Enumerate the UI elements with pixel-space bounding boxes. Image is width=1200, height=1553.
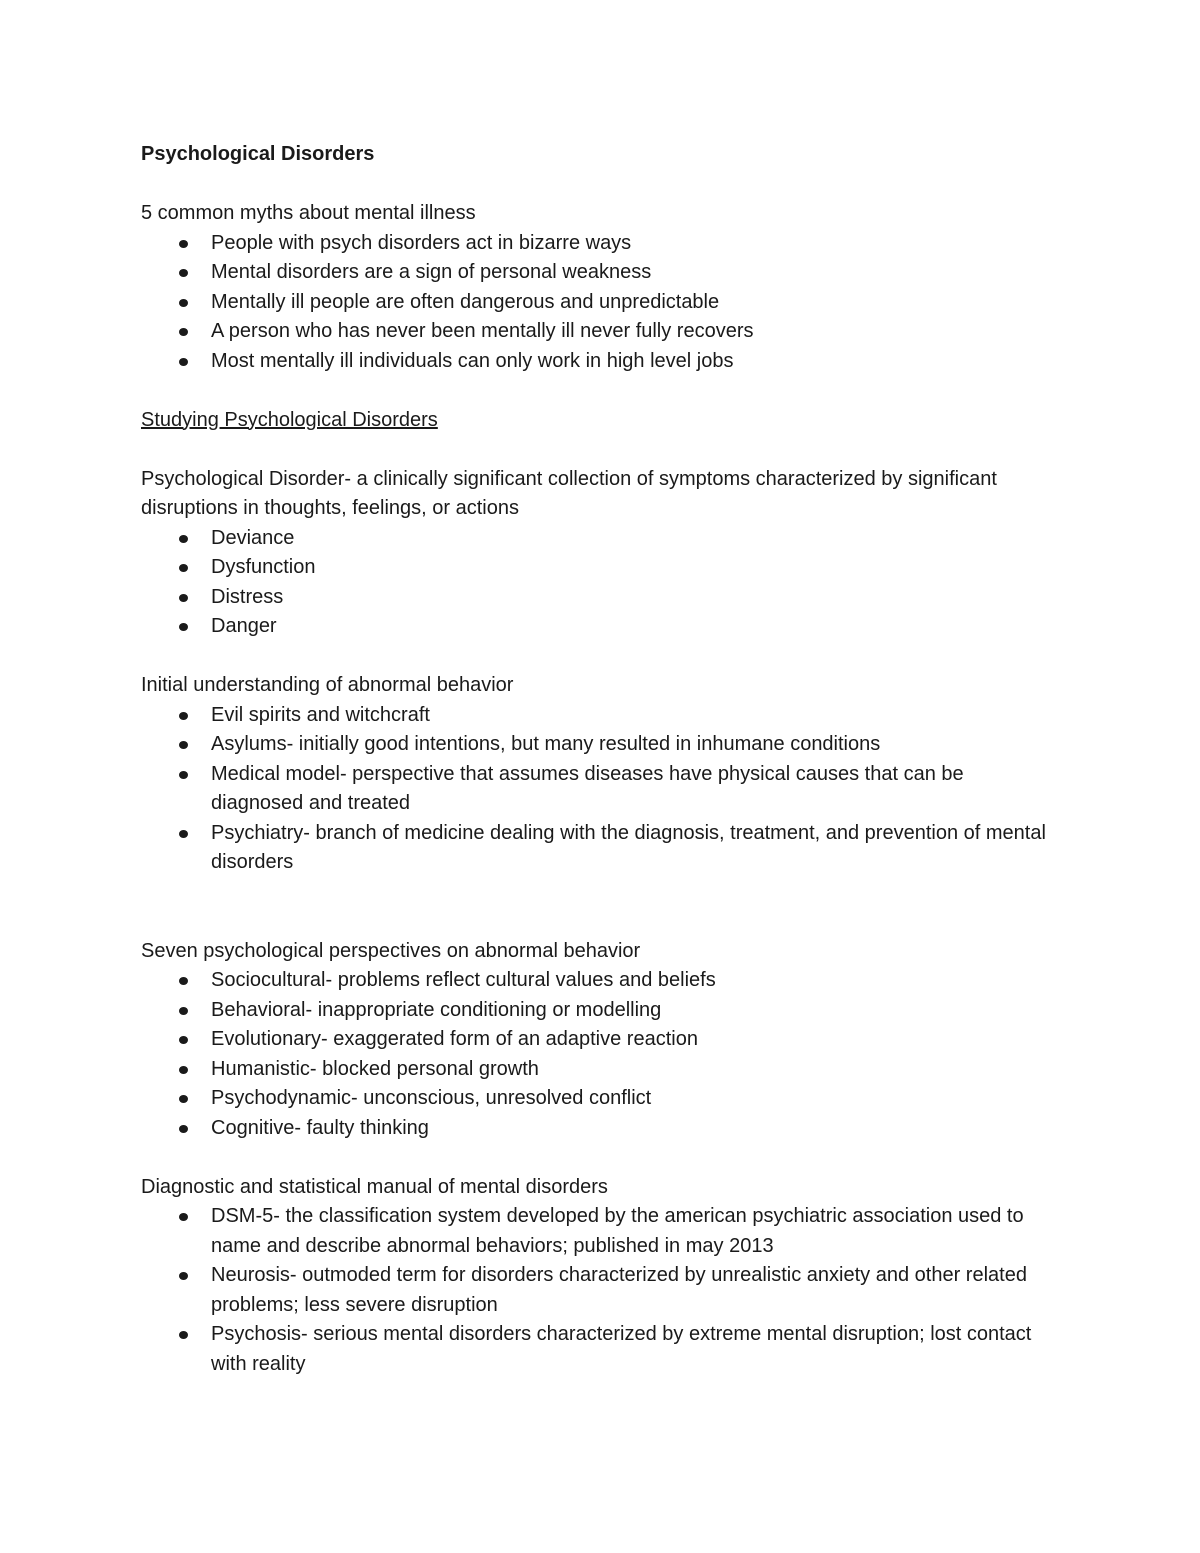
list-item [141,1261,1061,1320]
manual-heading: Diagnostic and statistical manual of mental disorders [141,1175,608,1198]
bullet-icon [179,771,188,779]
list-item [141,701,1061,731]
bullet-icon [179,977,188,985]
list-item [141,317,1061,347]
criteria-list [141,524,1061,642]
list-item [141,1055,1061,1085]
list-item-text: A person who has never been mentally ill never fully recovers [211,320,754,342]
list-item-text: Psychodynamic- unconscious, unresolved conflict [211,1087,652,1109]
list-item-text: Distress [211,585,284,608]
list-item [141,347,1061,377]
list-item [141,1114,1061,1144]
list-item-text: People with psych disorders act in bizarre ways [211,231,632,254]
bullet-icon [179,623,188,631]
list-item-text: Sociocultural- problems reflect cultural values and beliefs [211,969,716,991]
list-item [141,966,1061,996]
bullet-icon [179,1095,188,1103]
list-item [141,229,1061,259]
spacer [141,878,1061,908]
list-item-text: Cognitive- faulty thinking [211,1116,429,1139]
spacer [141,907,1061,937]
list-item-text: Deviance [211,526,295,549]
spacer [141,642,1061,672]
bullet-icon [179,358,188,366]
spacer [141,170,1061,200]
spacer [141,376,1061,406]
myths-list [141,229,1061,377]
bullet-icon [179,1272,188,1280]
list-item-text: Mental disorders are a sign of personal weakness [211,261,652,283]
bullet-icon [179,1331,188,1339]
list-item [141,996,1061,1026]
perspectives-list [141,966,1061,1143]
list-item [141,553,1061,583]
list-item [141,583,1061,613]
bullet-icon [179,1036,188,1044]
list-item [141,819,1061,878]
list-item [141,1202,1061,1261]
list-item-text: Psychosis- serious mental disorders characterized by extreme mental disruption; lost contact with reality [211,1323,1032,1375]
studying-heading: Studying Psychological Disorders [141,408,438,431]
initial-list [141,701,1061,878]
document-page [141,140,1061,1379]
bullet-icon [179,564,188,572]
bullet-icon [179,299,188,307]
list-item-text: Mentally ill people are often dangerous and unpredictable [211,290,720,313]
bullet-icon [179,712,188,720]
bullet-icon [179,741,188,749]
list-item-text: Dysfunction [211,556,316,578]
list-item [141,760,1061,819]
manual-list [141,1202,1061,1379]
spacer [141,435,1061,465]
list-item-text: Asylums- initially good intentions, but many resulted in inhumane conditions [211,733,881,755]
disorder-definition: Psychological Disorder- a clinically significant collection of symptoms characterized by significant disruptions in thoughts, feelings, or actions [141,467,997,519]
myths-heading: 5 common myths about mental illness [141,202,476,224]
list-item-text: Neurosis- outmoded term for disorders characterized by unrealistic anxiety and other related problems; less severe disruption [211,1264,1027,1316]
perspectives-heading: Seven psychological perspectives on abnormal behavior [141,939,641,962]
initial-heading: Initial understanding of abnormal behavior [141,674,514,696]
document-title: Psychological Disorders [141,143,375,165]
list-item-text: Humanistic- blocked personal growth [211,1057,539,1080]
bullet-icon [179,269,188,277]
list-item [141,1025,1061,1055]
list-item [141,524,1061,554]
bullet-icon [179,535,188,543]
list-item-text: Most mentally ill individuals can only work in high level jobs [211,349,734,372]
bullet-icon [179,1213,188,1221]
list-item [141,612,1061,642]
list-item-text: Psychiatry- branch of medicine dealing with the diagnosis, treatment, and prevention of mental disorders [211,821,1046,873]
bullet-icon [179,1066,188,1074]
bullet-icon [179,240,188,248]
list-item-text: Behavioral- inappropriate conditioning or modelling [211,998,662,1021]
list-item [141,1084,1061,1114]
list-item-text: Evolutionary- exaggerated form of an adaptive reaction [211,1028,698,1050]
list-item [141,288,1061,318]
list-item-text: Evil spirits and witchcraft [211,703,430,726]
list-item-text: Medical model- perspective that assumes diseases have physical causes that can be diagnosed and treated [211,762,964,814]
list-item [141,258,1061,288]
bullet-icon [179,328,188,336]
list-item-text: DSM-5- the classification system developed by the american psychiatric association used to name and describe abnormal behaviors; published in may 2013 [211,1205,1024,1257]
spacer [141,1143,1061,1173]
list-item [141,1320,1061,1379]
bullet-icon [179,830,188,838]
list-item-text: Danger [211,615,277,637]
bullet-icon [179,594,188,602]
bullet-icon [179,1007,188,1015]
list-item [141,730,1061,760]
bullet-icon [179,1125,188,1133]
